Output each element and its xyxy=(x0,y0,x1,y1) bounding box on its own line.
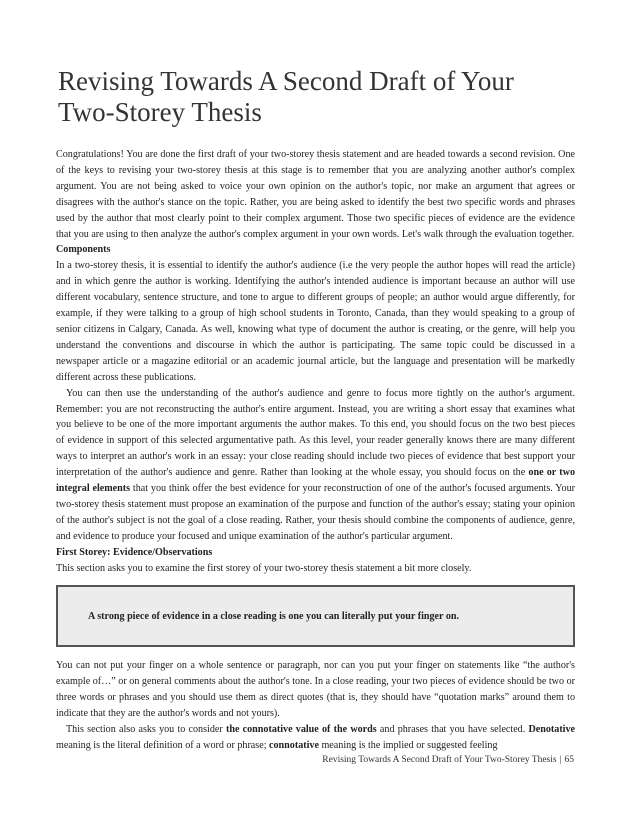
audience-text-2: that you think offer the best evidence for your reconstruction of one of the author's focused arguments. Your two-storey thesis statement must propose an examination of the purpose and function of the author's essay; stating your opinion of the author's subject is not the goal of a close reading. Rather, your thesis should combine the components of audience, genre, and evidence to produce your focused and unique examination of the author's particular argument. xyxy=(56,483,575,542)
connotative-value-emphasis: the connotative value of the words xyxy=(225,724,377,736)
conn-text-3: meaning is the literal definition of a word or phrase; xyxy=(56,740,270,751)
conn-text-4: meaning is the implied or suggested feeling xyxy=(318,740,498,751)
components-heading: Components xyxy=(56,244,111,256)
title-line-1: Revising Towards A Second Draft of Your xyxy=(58,66,514,96)
page-title xyxy=(58,66,578,128)
footer-title: Revising Towards A Second Draft of Your Two-Storey Thesis xyxy=(322,755,557,765)
components-paragraph: In a two-storey thesis, it is essential to identify the author's audience (i.e the very people the author hopes will read the article) and in which genre the author is working. Identifying the author's intended audience is important because an author will use different vocabulary, sentence structure, and tone to argue to different groups of people; an author would argue differently, for example, if they were talking to a group of high school students in Toronto, Canada, than they would speaking to a group of senior citizens in Calgary, Canada. As well, knowing what type of document the author is creating, or the genre, will help you understand the conventions and discourse in which the author is participating. The same topic could be discussed in a newspaper article or a magazine editorial or an academic journal article, but the language and presentation will be markedly different across these publications. xyxy=(56,260,575,383)
finger-paragraph: You can not put your finger on a whole sentence or paragraph, nor can you put your finger on statements like “the author's example of…” or on general comments about the author's tone. In a close reading, your two pieces of evidence should be two or three words or phrases and you should use them as direct quotes (that is, they should have “quotation marks” around them to indicate that they are the author's words and not yours). xyxy=(56,660,575,720)
audience-genre-paragraph xyxy=(56,386,575,545)
conn-text-1: This section also asks you to consider xyxy=(66,724,226,736)
connotative-term: connotative xyxy=(269,740,319,751)
conn-text-2: and phrases that you have selected. xyxy=(376,724,529,736)
intro-paragraph: Congratulations! You are done the first draft of your two-storey thesis statement and are headed towards a second revision. One of the keys to revising your two-storey thesis at this stage is to remember that you are analyzing another author's complex argument. You are not being asked to voice your own opinion on the author's topic, nor make an argument that agrees or disagrees with the author's stance on the topic. Rather, you are being asked to identify the best two specific words and phrases used by the author that most clearly point to their complex argument. Those two specific pieces of evidence are the evidence that you are using to then analyze the author's complex argument in your own words. Let's walk through the evaluation together. xyxy=(56,149,575,240)
connotative-paragraph xyxy=(56,722,575,754)
denotative-term: Denotative xyxy=(528,724,576,736)
title-line-2: Two-Storey Thesis xyxy=(58,97,262,127)
body-text xyxy=(56,147,575,754)
callout-box xyxy=(56,585,575,647)
audience-text-1: You can then use the understanding of the author's audience and genre to focus more tightly on the author's argument. Remember: you are not reconstructing the author's entire argument. Instead, you are writing a short essay that examines what you believe to be one of the more important arguments the author makes. To this end, you should focus on the two best pieces of evidence in support of this selected argumentative path. As this level, your reader generally knows there are many different ways to interpret an author's work in an essay: your close reading should include two pieces of evidence that best support your interpretation of the author's audience and genre. Rather than looking at the whole essay, you should focus on the xyxy=(56,387,575,479)
integral-elements-emphasis: one or two integral elements xyxy=(56,467,575,495)
page-number: 65 xyxy=(564,755,574,765)
first-storey-heading: First Storey: Evidence/Observations xyxy=(56,546,213,558)
callout-text: A strong piece of evidence in a close reading is one you can literally put your finger on. xyxy=(88,610,460,622)
footer-separator: | xyxy=(559,755,562,765)
page-footer xyxy=(200,755,574,765)
first-storey-paragraph: This section asks you to examine the first storey of your two-storey thesis statement a bit more closely. xyxy=(56,562,472,574)
